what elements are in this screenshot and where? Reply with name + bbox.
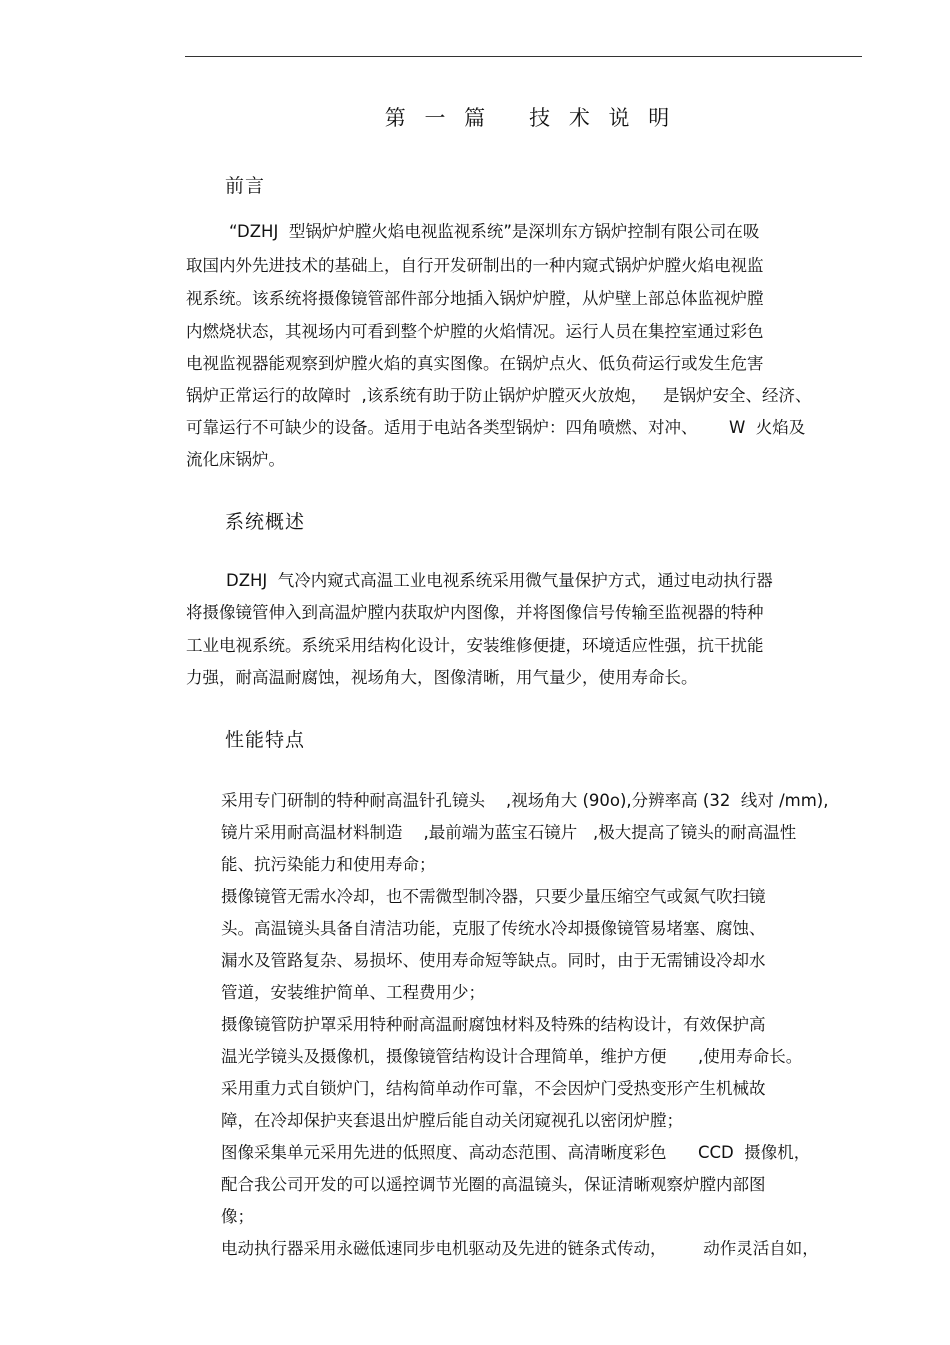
paragraph-line: 将摄像镜管伸入到高温炉膛内获取炉内图像，并将图像信号传输至监视器的特种 — [186, 603, 764, 622]
header-rule — [185, 56, 862, 57]
paragraph-line: 锅炉正常运行的故障时 ,该系统有助于防止锅炉炉膛灭火放炮， 是锅炉安全、经济、 — [186, 386, 812, 405]
section-heading-features: 性能特点 — [225, 729, 306, 751]
paragraph-line: 内燃烧状态，其视场内可看到整个炉膛的火焰情况。运行人员在集控室通过彩色 — [186, 322, 764, 341]
paragraph-line: 流化床锅炉。 — [186, 450, 285, 469]
paragraph-line: 温光学镜头及摄像机，摄像镜管结构设计合理简单，维护方便 ,使用寿命长。 — [221, 1047, 803, 1066]
paragraph-line: 采用重力式自锁炉门，结构简单动作可靠，不会因炉门受热变形产生机械故 — [221, 1079, 766, 1098]
paragraph-line: 像； — [221, 1207, 254, 1226]
paragraph-line: 取国内外先进技术的基础上，自行开发研制出的一种内窥式锅炉炉膛火焰电视监 — [186, 256, 764, 275]
paragraph-line: 管道，安装维护简单、工程费用少； — [221, 983, 485, 1002]
paragraph-line: 图像采集单元采用先进的低照度、高动态范围、高清晰度彩色 CCD 摄像机， — [221, 1143, 811, 1162]
paragraph-line: 摄像镜管防护罩采用特种耐高温耐腐蚀材料及特殊的结构设计，有效保护高 — [221, 1015, 766, 1034]
paragraph-line: 头。高温镜头具备自清洁功能，克服了传统水冷却摄像镜管易堵塞、腐蚀、 — [221, 919, 766, 938]
paragraph-line: 能、抗污染能力和使用寿命； — [221, 855, 436, 874]
paragraph-line: 视系统。该系统将摄像镜管部件部分地插入锅炉炉膛，从炉壁上部总体监视炉膛 — [186, 289, 764, 308]
paragraph-line: 障，在冷却保护夹套退出炉膛后能自动关闭窥视孔以密闭炉膛； — [221, 1111, 683, 1130]
paragraph-line: 漏水及管路复杂、易损坏、使用寿命短等缺点。同时，由于无需铺设冷却水 — [221, 951, 766, 970]
paragraph-line: 力强，耐高温耐腐蚀，视场角大，图像清晰，用气量少，使用寿命长。 — [186, 668, 698, 687]
paragraph-line: “DZHJ 型锅炉炉膛火焰电视监视系统”是深圳东方锅炉控制有限公司在吸 — [229, 222, 760, 241]
chapter-title: 第 一 篇 技 术 说 明 — [384, 106, 676, 130]
paragraph-line: 摄像镜管无需水冷却，也不需微型制冷器，只要少量压缩空气或氮气吹扫镜 — [221, 887, 766, 906]
paragraph-line: 配合我公司开发的可以遥控调节光圈的高温镜头，保证清晰观察炉膛内部图 — [221, 1175, 766, 1194]
paragraph-line: 电视监视器能观察到炉膛火焰的真实图像。在锅炉点火、低负荷运行或发生危害 — [186, 354, 764, 373]
section-heading-overview: 系统概述 — [225, 511, 306, 533]
paragraph-line: DZHJ 气冷内窥式高温工业电视系统采用微气量保护方式，通过电动执行器 — [226, 571, 773, 590]
paragraph-line: 采用专门研制的特种耐高温针孔镜头 ,视场角大 (90o),分辨率高 (32 线对 /mm), — [221, 791, 829, 810]
section-heading-preface: 前言 — [225, 175, 266, 197]
paragraph-line: 电动执行器采用永磁低速同步电机驱动及先进的链条式传动， 动作灵活自如， — [221, 1239, 819, 1258]
paragraph-line: 镜片采用耐高温材料制造 ,最前端为蓝宝石镜片 ,极大提高了镜头的耐高温性 — [221, 823, 797, 842]
paragraph-line: 可靠运行不可缺少的设备。适用于电站各类型锅炉：四角喷燃、对冲、 W 火焰及 — [186, 418, 806, 437]
paragraph-line: 工业电视系统。系统采用结构化设计，安装维修便捷，环境适应性强，抗干扰能 — [186, 636, 764, 655]
